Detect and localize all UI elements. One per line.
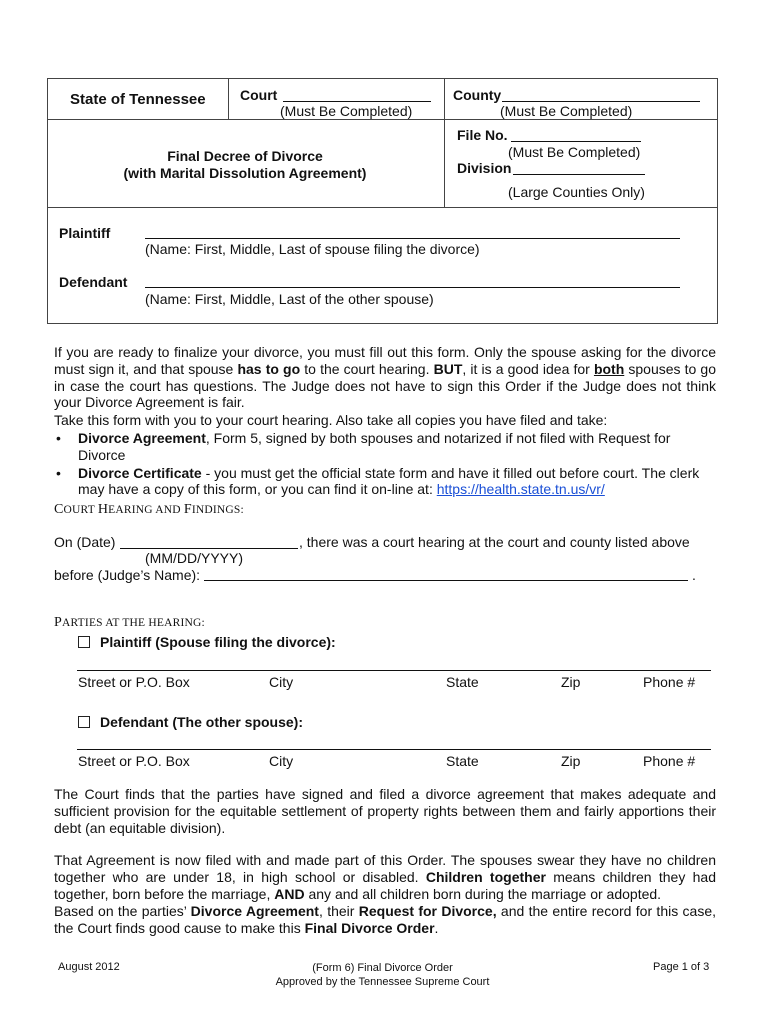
defendant-name-field[interactable] [145, 287, 680, 288]
judge-label: before (Judge’s Name): [54, 567, 201, 583]
bullet-divorce-agreement: • Divorce Agreement, Form 5, signed by both spouses and notarized if not filed with Request for Divorce [56, 429, 671, 463]
court-note: (Must Be Completed) [280, 103, 413, 119]
findings-paragraph-1: The Court finds that the parties have signed and filed a divorce agreement that makes adequate and sufficient provision for the equitable settlement of property rights between them and fairly apportions their debt (an equitable division). [54, 786, 716, 836]
plaintiff-label: Plaintiff [59, 225, 111, 241]
plaintiff-checkbox-row: Plaintiff (Spouse filing the divorce): [78, 634, 336, 650]
division-field[interactable] [513, 174, 645, 175]
defendant-col-phone: Phone # [643, 753, 696, 769]
hearing-date-field[interactable] [120, 548, 298, 549]
plaintiff-name-field[interactable] [145, 238, 680, 239]
header-divider-1 [47, 119, 717, 120]
findings-section [54, 786, 716, 936]
form-title-line2: (with Marital Dissolution Agreement) [123, 165, 367, 181]
plaintiff-col-state: State [446, 674, 479, 690]
court-hearing-heading: COURT HEARING AND FINDINGS: [54, 502, 244, 517]
plaintiff-col-zip: Zip [561, 674, 581, 690]
judge-end: . [692, 567, 696, 583]
footer-approved: Approved by the Tennessee Supreme Court [275, 976, 490, 988]
plaintiff-col-phone: Phone # [643, 674, 696, 690]
plaintiff-checkbox[interactable] [78, 636, 90, 648]
defendant-checkbox-row: Defendant (The other spouse): [78, 714, 303, 730]
county-label: County [453, 87, 502, 103]
court-field[interactable] [283, 101, 431, 102]
findings-paragraph-3: Based on the parties’ Divorce Agreement, their Request for Divorce, and the entire record for this case, the Court finds good cause to make this Final Divorce Order. [54, 902, 717, 936]
health-link[interactable]: https://health.state.tn.us/vr/ [436, 481, 605, 498]
header-vdivider-2 [444, 78, 445, 208]
county-field[interactable] [502, 101, 700, 102]
division-label: Division [457, 160, 512, 176]
footer-date: August 2012 [58, 961, 120, 973]
parties-heading: PARTIES AT THE HEARING: [54, 615, 205, 630]
defendant-checkbox[interactable] [78, 716, 90, 728]
defendant-col-street: Street or P.O. Box [78, 753, 190, 769]
intro-paragraph: If you are ready to finalize your divorce, you must fill out this form. Only the spouse asking for the divorce must sign it, and that spouse has to go to the court hearing. BUT, it is a good idea for both spouses to go in case the court has questions. The Judge does not have to sign this Order if the Judge does not think your Divorce Agreement is fair. [54, 344, 717, 411]
defendant-address-line[interactable] [77, 749, 711, 750]
defendant-col-zip: Zip [561, 753, 581, 769]
header-divider-2 [47, 207, 717, 208]
file-no-note: (Must Be Completed) [508, 144, 641, 160]
header-vdivider-1 [228, 78, 229, 119]
county-note: (Must Be Completed) [500, 103, 633, 119]
state-label: State of Tennessee [70, 91, 206, 108]
on-date-label: On (Date) [54, 534, 116, 550]
court-label: Court [240, 87, 278, 103]
footer-form-name: (Form 6) Final Divorce Order [312, 962, 453, 974]
bullet-divorce-certificate: • Divorce Certificate - you must get the official state form and have it filled out before court. The clerk may have a copy of this form, or you can find it on-line at: https://health.state.tn.us/vr/ [56, 464, 700, 498]
hearing-text: , there was a court hearing at the court and county listed above [299, 534, 690, 550]
defendant-label: Defendant [59, 274, 128, 290]
defendant-col-city: City [269, 753, 294, 769]
intro-take-form: Take this form with you to your court hearing. Also take all copies you have filed and take: [54, 412, 608, 429]
defendant-col-state: State [446, 753, 479, 769]
plaintiff-col-street: Street or P.O. Box [78, 674, 190, 690]
file-no-field[interactable] [511, 141, 641, 142]
file-no-label: File No. [457, 127, 508, 143]
plaintiff-note: (Name: First, Middle, Last of spouse filing the divorce) [145, 241, 480, 257]
findings-paragraph-2: That Agreement is now filed with and made part of this Order. The spouses swear they have no children together who are under 18, in high school or disabled. Children together means children they had together, born before the marriage, AND any and all children born during the marriage or adopted. [54, 852, 716, 902]
defendant-note: (Name: First, Middle, Last of the other spouse) [145, 291, 434, 307]
plaintiff-col-city: City [269, 674, 294, 690]
form-title [100, 148, 390, 182]
footer-form [230, 961, 535, 989]
form-title-line1: Final Decree of Divorce [167, 148, 323, 164]
plaintiff-address-line[interactable] [77, 670, 711, 671]
date-format-note: (MM/DD/YYYY) [145, 550, 243, 566]
division-note: (Large Counties Only) [508, 184, 645, 200]
intro-section [54, 344, 716, 498]
judge-name-field[interactable] [204, 580, 688, 581]
footer-page: Page 1 of 3 [653, 961, 710, 973]
